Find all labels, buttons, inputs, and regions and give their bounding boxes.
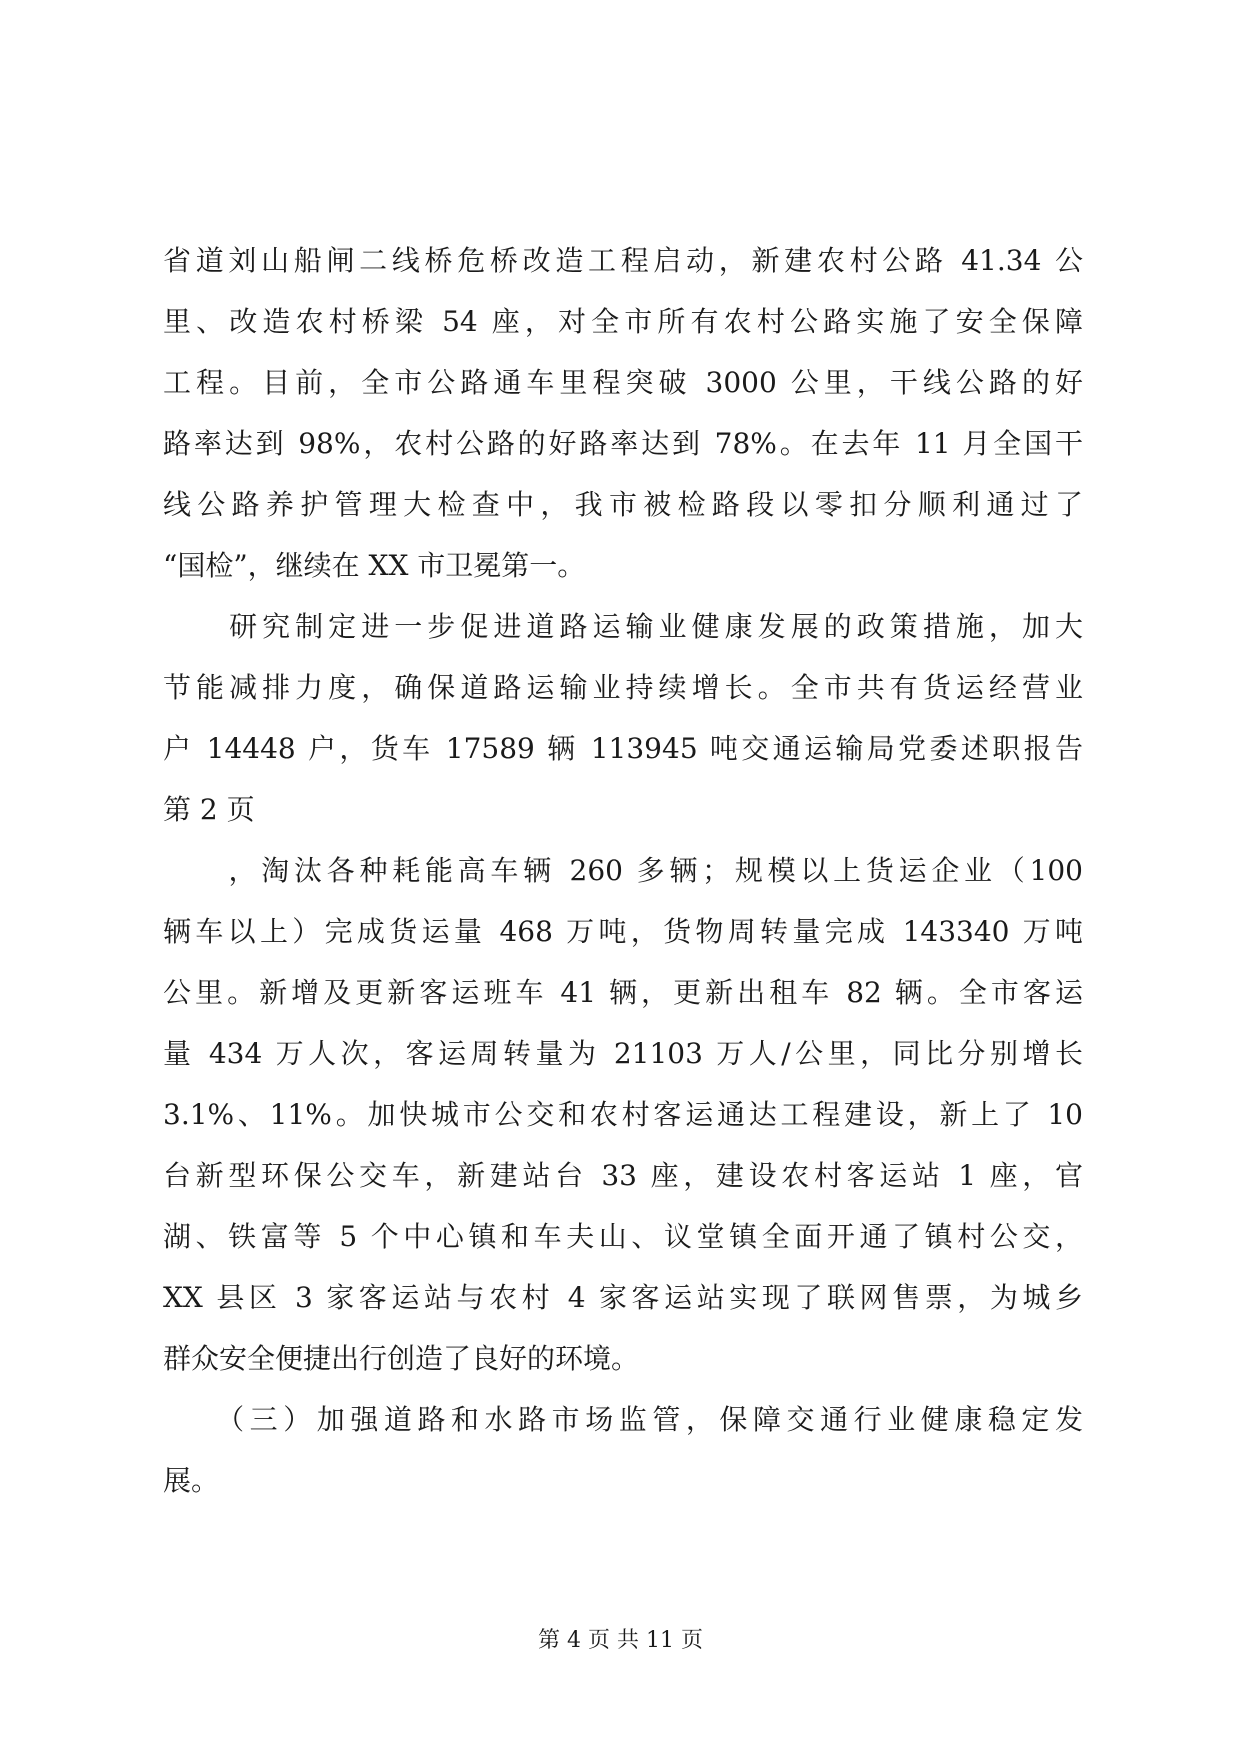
text-line: 湖、铁富等 5 个中心镇和车夫山、议堂镇全面开通了镇村公交， [163,1220,1083,1253]
text-line: 台新型环保公交车，新建站台 33 座，建设农村客运站 1 座，官 [163,1159,1083,1192]
text-line: 研究制定进一步促进道路运输业健康发展的政策措施，加大 [163,610,1083,643]
text-line: XX 县区 3 家客运站与农村 4 家客运站实现了联网售票，为城乡 [163,1281,1083,1314]
text-line: 量 434 万人次，客运周转量为 21103 万人/公里，同比分别增长 [163,1037,1083,1070]
text-line: “国检”，继续在 XX 市卫冕第一。 [163,549,586,582]
text-line: 第 2 页 [163,793,255,826]
text-line: 节能减排力度，确保道路运输业持续增长。全市共有货运经营业 [163,671,1083,704]
text-line: 辆车以上）完成货运量 468 万吨，货物周转量完成 143340 万吨 [163,915,1083,948]
text-line: 展。 [163,1464,220,1497]
text-line: 路率达到 98%，农村公路的好路率达到 78%。在去年 11 月全国干 [163,427,1083,460]
page-footer: 第 4 页 共 11 页 [538,1628,703,1653]
text-line: （三）加强道路和水路市场监管，保障交通行业健康稳定发 [163,1403,1083,1436]
text-line: 3.1%、11%。加快城市公交和农村客运通达工程建设，新上了 10 [163,1098,1083,1131]
body-text [163,230,1083,1511]
text-line: ，淘汰各种耗能高车辆 260 多辆；规模以上货运企业（100 [163,854,1083,887]
text-line: 线公路养护管理大检查中，我市被检路段以零扣分顺利通过了 [163,488,1083,521]
text-line: 里、改造农村桥梁 54 座，对全市所有农村公路实施了安全保障 [163,305,1083,338]
text-line: 省道刘山船闸二线桥危桥改造工程启动，新建农村公路 41.34 公 [163,244,1083,277]
text-line: 户 14448 户，货车 17589 辆 113945 吨交通运输局党委述职报告 [163,732,1083,765]
text-line: 工程。目前，全市公路通车里程突破 3000 公里，干线公路的好 [163,366,1083,399]
text-line: 群众安全便捷出行创造了良好的环境。 [163,1342,640,1375]
text-line: 公里。新增及更新客运班车 41 辆，更新出租车 82 辆。全市客运 [163,976,1083,1009]
